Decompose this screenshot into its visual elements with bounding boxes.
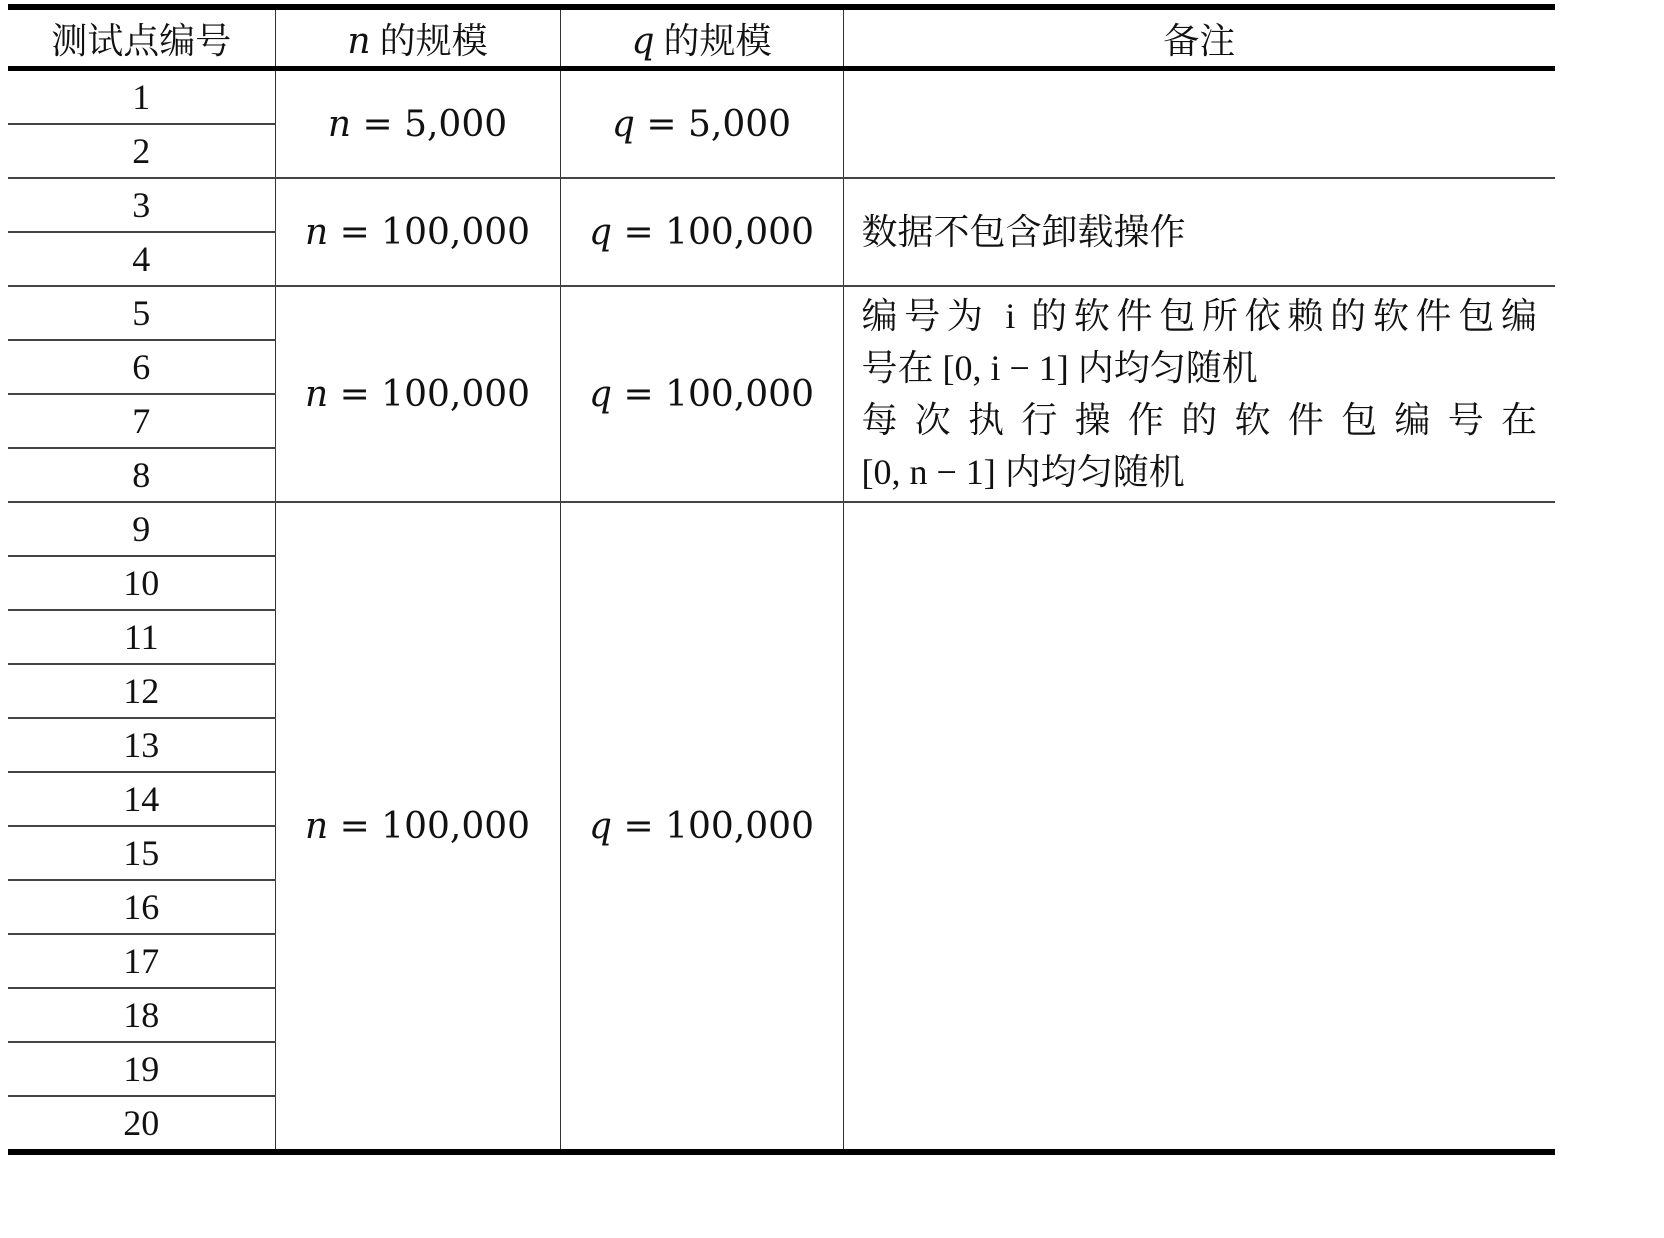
case-id-cell: 7 [8, 394, 275, 448]
case-id-cell: 1 [8, 69, 275, 125]
note-cell [843, 286, 1555, 502]
case-id-cell: 3 [8, 178, 275, 232]
note-line: 编号为 i 的软件包所依赖的软件包编 [861, 296, 1537, 336]
test-case-constraints-table [8, 4, 1555, 1155]
header-q-scale: q 的规模 [560, 7, 843, 69]
case-id-cell: 10 [8, 556, 275, 610]
note-line: [0, n − 1] 内均匀随机 [861, 452, 1185, 492]
case-id-cell: 14 [8, 772, 275, 826]
header-n-scale: n 的规模 [275, 7, 560, 69]
note-cell [843, 69, 1555, 179]
n-scale-cell: n = 100,000 [275, 502, 560, 1152]
header-case-id: 测试点编号 [8, 7, 275, 69]
case-id-cell: 13 [8, 718, 275, 772]
note-line: 每次执行操作的软件包编号在 [861, 400, 1537, 440]
note-line: 数据不包含卸载操作 [861, 212, 1186, 252]
n-scale-cell: n = 5,000 [275, 69, 560, 179]
case-id-cell: 16 [8, 880, 275, 934]
note-cell [843, 502, 1555, 1152]
n-scale-cell: n = 100,000 [275, 178, 560, 286]
table-row [8, 286, 1555, 340]
q-scale-cell: q = 100,000 [560, 286, 843, 502]
case-id-cell: 11 [8, 610, 275, 664]
note-line: 号在 [0, i − 1] 内均匀随机 [861, 348, 1258, 388]
header-row [8, 7, 1555, 69]
case-id-cell: 6 [8, 340, 275, 394]
note-cell [843, 178, 1555, 286]
header-note: 备注 [843, 7, 1555, 69]
case-id-cell: 2 [8, 124, 275, 178]
q-scale-cell: q = 100,000 [560, 178, 843, 286]
case-id-cell: 12 [8, 664, 275, 718]
case-id-cell: 18 [8, 988, 275, 1042]
n-scale-cell: n = 100,000 [275, 286, 560, 502]
case-id-cell: 9 [8, 502, 275, 556]
q-scale-cell: q = 5,000 [560, 69, 843, 179]
case-id-cell: 5 [8, 286, 275, 340]
table-row [8, 178, 1555, 232]
case-id-cell: 17 [8, 934, 275, 988]
case-id-cell: 19 [8, 1042, 275, 1096]
case-id-cell: 20 [8, 1096, 275, 1152]
case-id-cell: 15 [8, 826, 275, 880]
table-row [8, 69, 1555, 125]
case-id-cell: 8 [8, 448, 275, 502]
case-id-cell: 4 [8, 232, 275, 286]
q-scale-cell: q = 100,000 [560, 502, 843, 1152]
table-row [8, 502, 1555, 556]
